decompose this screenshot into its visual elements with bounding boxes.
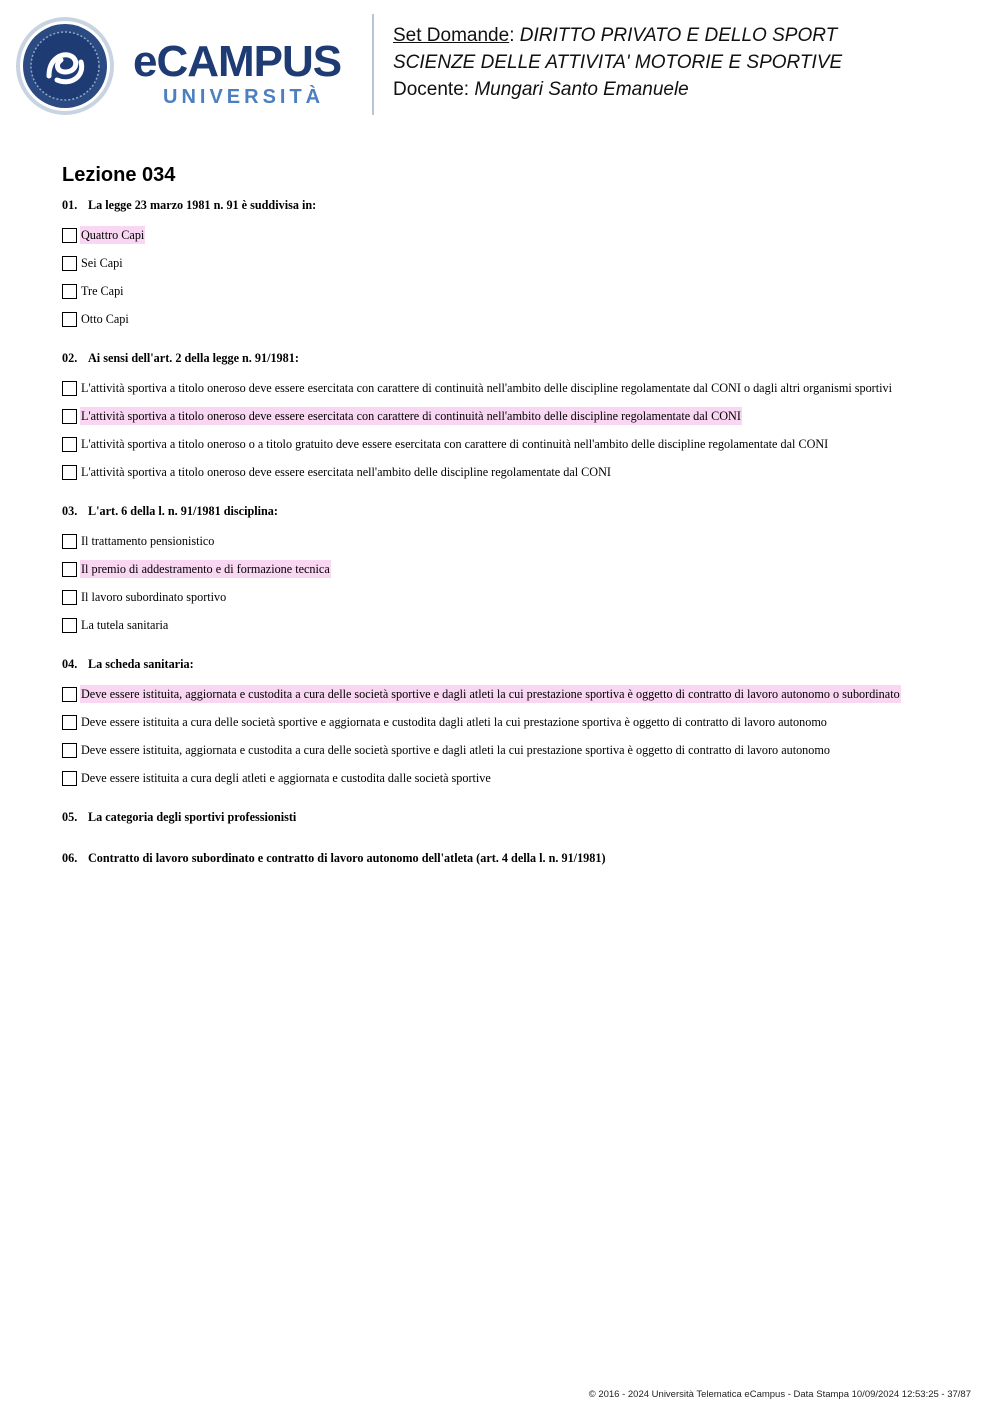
checkbox[interactable] [62,312,77,327]
answer-text: Quattro Capi [81,228,145,242]
checkbox[interactable] [62,590,77,605]
question-title [62,808,962,826]
set-separator: : [509,25,515,46]
checkbox[interactable] [62,409,77,424]
answer-text: Sei Capi [81,256,123,270]
answer-option[interactable] [62,305,962,333]
answer-text: L'attività sportiva a titolo oneroso deve essere esercitata nell'ambito delle discipline regolamentate dal CONI [81,465,611,479]
answer-text: Il trattamento pensionistico [81,534,215,548]
question-title [62,849,962,867]
answer-option[interactable] [62,458,962,486]
docente-label: Docente: [393,79,470,100]
answer-text: L'attività sportiva a titolo oneroso deve essere esercitata con carattere di continuità nell'ambito delle discipline regolamentate dal CONI o dagli altri organismi sportivi [81,381,892,395]
answer-option[interactable] [62,402,962,430]
checkbox[interactable] [62,256,77,271]
answer-text: Tre Capi [81,284,124,298]
question-02 [62,349,962,486]
answer-option[interactable] [62,221,962,249]
question-number: 03. [62,504,78,518]
question-list [62,196,962,867]
checkbox[interactable] [62,381,77,396]
question-number: 04. [62,657,78,671]
answer-option[interactable] [62,708,962,736]
question-text: La legge 23 marzo 1981 n. 91 è suddivisa in: [88,198,317,212]
question-title [62,655,962,673]
degree-name: SCIENZE DELLE ATTIVITA' MOTORIE E SPORTIVE [393,52,843,73]
checkbox[interactable] [62,743,77,758]
question-title [62,196,962,214]
answer-text: Deve essere istituita, aggiornata e custodita a cura delle società sportive e dagli atleti la cui prestazione sportiva è oggetto di contratto di lavoro autonomo o subordinato [81,687,900,701]
answer-text: Deve essere istituita a cura delle società sportive e aggiornata e custodita dagli atleti la cui prestazione sportiva è oggetto di contratto di lavoro autonomo [81,715,827,729]
docente-name: Mungari Santo Emanuele [474,79,689,100]
question-title [62,502,962,520]
question-05 [62,808,962,826]
answer-text: Il lavoro subordinato sportivo [81,590,227,604]
question-number: 05. [62,810,78,824]
answer-option[interactable] [62,527,962,555]
checkbox[interactable] [62,437,77,452]
answer-text: Deve essere istituita, aggiornata e custodita a cura delle società sportive e dagli atleti la cui prestazione sportiva è oggetto di contratto di lavoro autonomo [81,743,830,757]
question-03 [62,502,962,639]
lesson-title: Lezione 034 [62,164,176,186]
degree-line [393,49,993,76]
answer-text: La tutela sanitaria [81,618,169,632]
course-title: DIRITTO PRIVATO E DELLO SPORT [519,25,838,46]
set-line [393,22,993,49]
answer-option[interactable] [62,249,962,277]
answer-text: L'attività sportiva a titolo oneroso o a titolo gratuito deve essere esercitata con carattere di continuità nell'ambito delle discipline regolamentate dal CONI [81,437,829,451]
question-number: 02. [62,351,78,365]
question-text: La categoria degli sportivi professionisti [88,810,297,824]
question-text: La scheda sanitaria: [88,657,194,671]
brand-name: eCAMPUS [133,37,342,86]
question-04 [62,655,962,792]
answer-option[interactable] [62,680,962,708]
answer-text: Otto Capi [81,312,129,326]
checkbox[interactable] [62,687,77,702]
answer-option[interactable] [62,374,962,402]
answer-option[interactable] [62,277,962,305]
answer-option[interactable] [62,555,962,583]
question-text: Ai sensi dell'art. 2 della legge n. 91/1981: [88,351,299,365]
header-info [393,22,993,103]
ecampus-wordmark [133,37,358,108]
checkbox[interactable] [62,715,77,730]
checkbox[interactable] [62,618,77,633]
page-footer: © 2016 - 2024 Università Telematica eCampus - Data Stampa 10/09/2024 12:53:25 - 37/87 [588,1389,971,1400]
docente-line [393,76,993,103]
question-01 [62,196,962,333]
set-label: Set Domande [393,25,510,46]
checkbox[interactable] [62,228,77,243]
question-number: 06. [62,851,78,865]
question-06 [62,849,962,867]
ecampus-seal-logo [15,16,115,116]
header-divider [372,14,374,115]
answer-option[interactable] [62,764,962,792]
checkbox[interactable] [62,465,77,480]
question-title [62,349,962,367]
answer-text: Il premio di addestramento e di formazione tecnica [81,562,330,576]
question-text: L'art. 6 della l. n. 91/1981 disciplina: [88,504,278,518]
checkbox[interactable] [62,284,77,299]
answer-option[interactable] [62,736,962,764]
answer-option[interactable] [62,611,962,639]
checkbox[interactable] [62,562,77,577]
answer-option[interactable] [62,583,962,611]
checkbox[interactable] [62,771,77,786]
question-number: 01. [62,198,78,212]
answer-text: Deve essere istituita a cura degli atleti e aggiornata e custodita dalle società sportive [81,771,491,785]
brand-subtitle: UNIVERSITÀ [163,86,325,108]
question-text: Contratto di lavoro subordinato e contratto di lavoro autonomo dell'atleta (art. 4 della l. n. 91/1981) [88,851,606,865]
answer-text: L'attività sportiva a titolo oneroso deve essere esercitata con carattere di continuità nell'ambito delle discipline regolamentate dal CONI [81,409,741,423]
checkbox[interactable] [62,534,77,549]
answer-option[interactable] [62,430,962,458]
